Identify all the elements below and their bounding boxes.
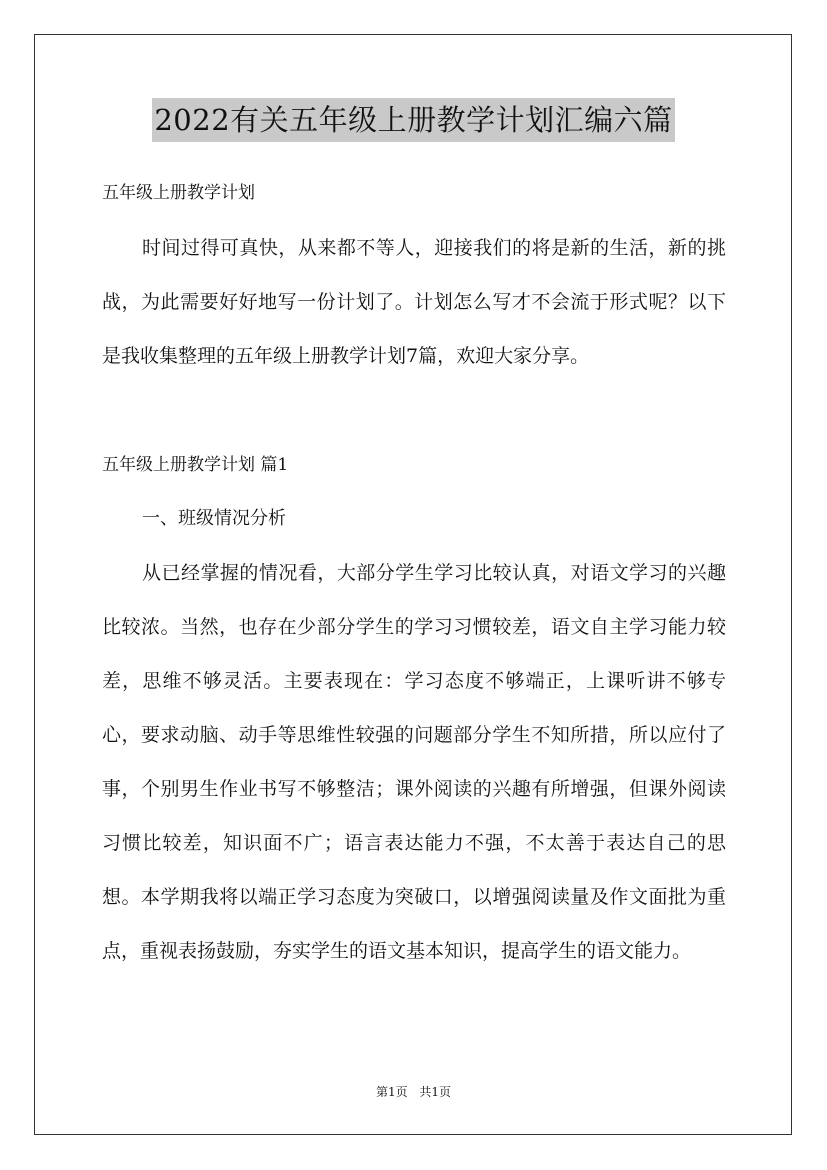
total-pages: 共1页 — [419, 1085, 452, 1099]
intro-heading: 五年级上册教学计划 — [102, 183, 255, 203]
title-container — [0, 98, 827, 142]
section1-subheading: 一、班级情况分析 — [142, 508, 286, 529]
page-number: 第1页 — [375, 1085, 408, 1099]
section1-paragraph: 从已经掌握的情况看，大部分学生学习比较认真，对语文学习的兴趣比较浓。当然，也存在少部分学生的学习习惯较差，语文自主学习能力较差，思维不够灵活。主要表现在：学习态度不够端正，上课听讲不够专心，要求动脑、动手等思维性较强的问题部分学生不知所措，所以应付了事，个别男生作业书写不够整洁；课外阅读的兴趣有所增强，但课外阅读习惯比较差，知识面不广；语言表达能力不强，不太善于表达自己的思想。本学期我将以端正学习态度为突破口，以增强阅读量及作文面批为重点，重视表扬鼓励，夯实学生的语文基本知识，提高学生的语文能力。 — [102, 562, 726, 962]
page-footer — [0, 1084, 827, 1100]
document-title: 2022有关五年级上册教学计划汇编六篇 — [152, 98, 674, 142]
intro-paragraph: 时间过得可真快，从来都不等人，迎接我们的将是新的生活，新的挑战，为此需要好好地写一份计划了。计划怎么写才不会流于形式呢？以下是我收集整理的五年级上册教学计划7篇，欢迎大家分享。 — [102, 237, 726, 367]
section1-heading: 五年级上册教学计划 篇1 — [102, 455, 289, 475]
